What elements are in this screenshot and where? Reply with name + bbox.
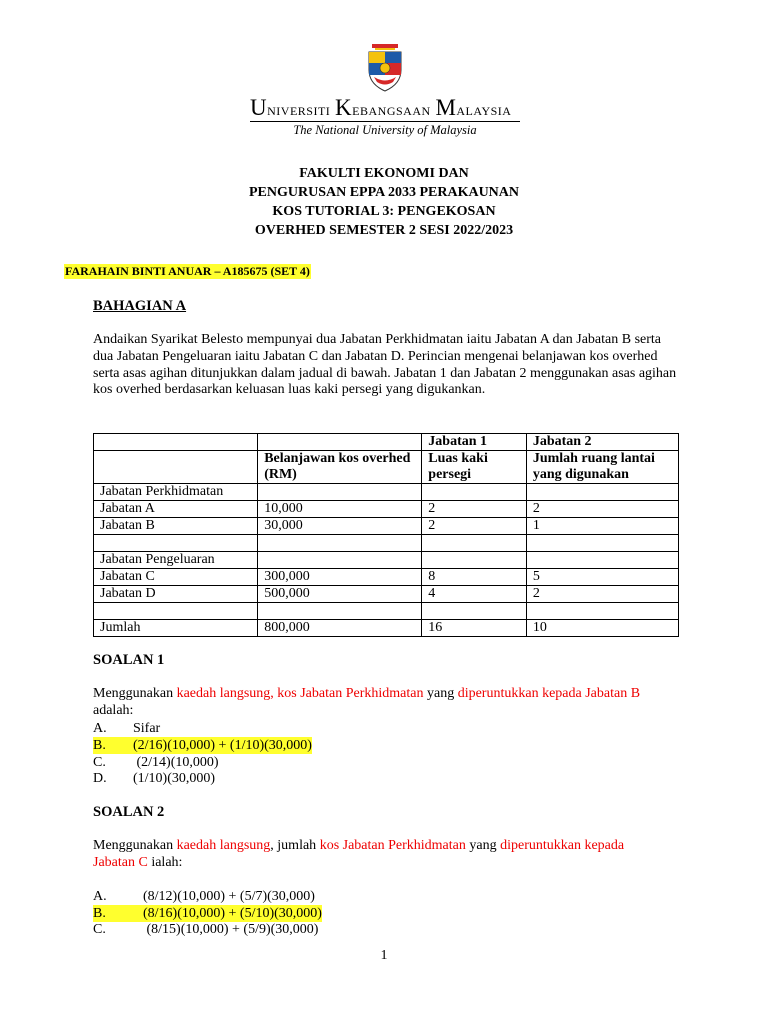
table-cell: Jabatan A [94,501,258,518]
table-cell: 8 [422,569,527,586]
title-line: OVERHED SEMESTER 2 SESI 2022/2023 [254,223,514,238]
table-header-cell [94,434,258,451]
university-crest-icon [366,44,404,92]
q2-stem-red: diperuntukkan kepada Jabatan C [93,838,625,870]
q1-option-a [93,720,160,737]
table-cell [94,535,258,552]
table-cell: 10,000 [258,501,422,518]
table-cell: 500,000 [258,586,422,603]
document-title [0,164,768,240]
uni-name-initial-1: U [250,95,268,120]
table-header-row [94,451,679,484]
option-letter: A. [93,889,107,904]
table-header-cell: Luas kaki persegi [422,451,527,484]
table-header-cell: Belanjawan kos overhed (RM) [258,451,422,484]
option-text: (2/14)(10,000) [133,755,219,770]
table-cell [526,484,678,501]
table-cell: 800,000 [258,620,422,637]
table-row [94,552,679,569]
university-subtitle: The National University of Malaysia [293,123,477,137]
table-cell [258,603,422,620]
table-row [94,501,679,518]
title-line: KOS TUTORIAL 3: PENGEKOSAN [272,204,496,219]
uni-name-rest-2: ebangsaan [352,100,436,119]
q1-stem-red: kaedah langsung, kos Jabatan Perkhidmatan [176,686,424,701]
option-text: (8/16)(10,000) + (5/10)(30,000) [143,906,322,921]
uni-name-initial-2: K [335,95,353,120]
q1-stem-red: diperuntukkan kepada Jabatan B [457,686,641,701]
table-cell: Jabatan C [94,569,258,586]
table-header-cell: Jumlah ruang lantai yang digunakan [526,451,678,484]
table-cell: 30,000 [258,518,422,535]
table-cell [526,535,678,552]
title-line: PENGURUSAN EPPA 2033 PERAKAUNAN [248,185,520,200]
uni-name-rest-1: niversiti [267,100,336,119]
q1-stem-text: adalah: [93,702,134,718]
table-cell [422,484,527,501]
option-text: Sifar [133,721,161,736]
table-row [94,535,679,552]
table-cell: 16 [422,620,527,637]
table-cell: 1 [526,518,678,535]
q1-option-b-highlighted [93,737,312,754]
q2-stem-red: kaedah langsung [176,838,271,853]
option-text: (8/12)(10,000) + (5/7)(30,000) [143,889,315,904]
option-letter: B. [93,906,106,921]
q2-title: SOALAN 2 [93,804,165,820]
q2-stem-red: kos Jabatan Perkhidmatan [319,838,466,853]
university-name-rule [250,121,520,122]
student-name-highlight: FARAHAIN BINTI ANUAR – A185675 (SET 4) [65,264,310,278]
q2-stem-text: yang [465,838,501,853]
table-cell: 10 [526,620,678,637]
option-letter: C. [93,922,106,937]
q2-stem-text: Menggunakan [93,838,177,853]
table-cell: 5 [526,569,678,586]
table-row [94,586,679,603]
table-cell [422,603,527,620]
table-header-row [94,434,679,451]
q1-stem [93,686,653,720]
table-cell [258,535,422,552]
table-cell: 4 [422,586,527,603]
table-cell: 300,000 [258,569,422,586]
option-text: (1/10)(30,000) [133,771,216,786]
q1-title: SOALAN 1 [93,652,165,668]
q1-stem-text: Menggunakan [93,686,177,701]
table-row [94,603,679,620]
table-cell: Jumlah [94,620,258,637]
table-header-cell [94,451,258,484]
option-letter: D. [93,771,107,786]
q2-stem-text: , jumlah [270,838,320,853]
table-cell [258,484,422,501]
q2-option-a [93,888,315,905]
table-cell: 2 [526,586,678,603]
table-cell: 2 [422,501,527,518]
q2-option-b-highlighted [93,905,322,922]
q1-stem-text: yang [423,686,458,701]
table-row [94,484,679,501]
university-name [250,95,520,121]
option-letter: A. [93,721,107,736]
title-line: FAKULTI EKONOMI DAN [299,166,469,181]
table-row [94,569,679,586]
uni-name-initial-3: M [435,95,457,120]
option-text: (8/15)(10,000) + (5/9)(30,000) [143,922,319,937]
q1-option-d [93,770,215,787]
table-header-cell: Jabatan 2 [526,434,678,451]
table-cell [258,552,422,569]
option-text: (2/16)(10,000) + (1/10)(30,000) [133,738,312,753]
table-row [94,518,679,535]
q1-option-c [93,754,219,771]
section-a-title: BAHAGIAN A [93,298,187,314]
option-letter: C. [93,755,106,770]
option-letter: B. [93,738,106,753]
overhead-table [93,433,679,637]
table-cell [526,603,678,620]
section-a-intro: Andaikan Syarikat Belesto mempunyai dua Jabatan Perkhidmatan iaitu Jabatan A dan Jabatan B serta dua Jabatan Pengeluaran iaitu Jabatan C dan Jabatan D. Perincian mengenai belanjawan kos overhed serta asas agihan ditunjukkan dalam jadual di bawah. Jabatan 1 dan Jabatan 2 menggunakan asas agihan kos overhed berdasarkan keluasan luas kaki persegi yang digukankan. [93,332,677,398]
table-cell: 2 [422,518,527,535]
table-cell: Jabatan D [94,586,258,603]
q2-option-c [93,921,318,938]
table-header-cell: Jabatan 1 [422,434,527,451]
table-cell: Jabatan B [94,518,258,535]
page-number: 1 [380,948,388,963]
table-cell: 2 [526,501,678,518]
q2-stem-text: ialah: [147,854,183,870]
table-cell [526,552,678,569]
table-row [94,620,679,637]
table-cell [422,535,527,552]
table-cell: Jabatan Pengeluaran [94,552,258,569]
q2-stem [93,838,653,872]
uni-name-rest-3: alaysia [456,100,512,119]
table-cell [94,603,258,620]
table-cell: Jabatan Perkhidmatan [94,484,258,501]
table-cell [422,552,527,569]
table-header-cell [258,434,422,451]
